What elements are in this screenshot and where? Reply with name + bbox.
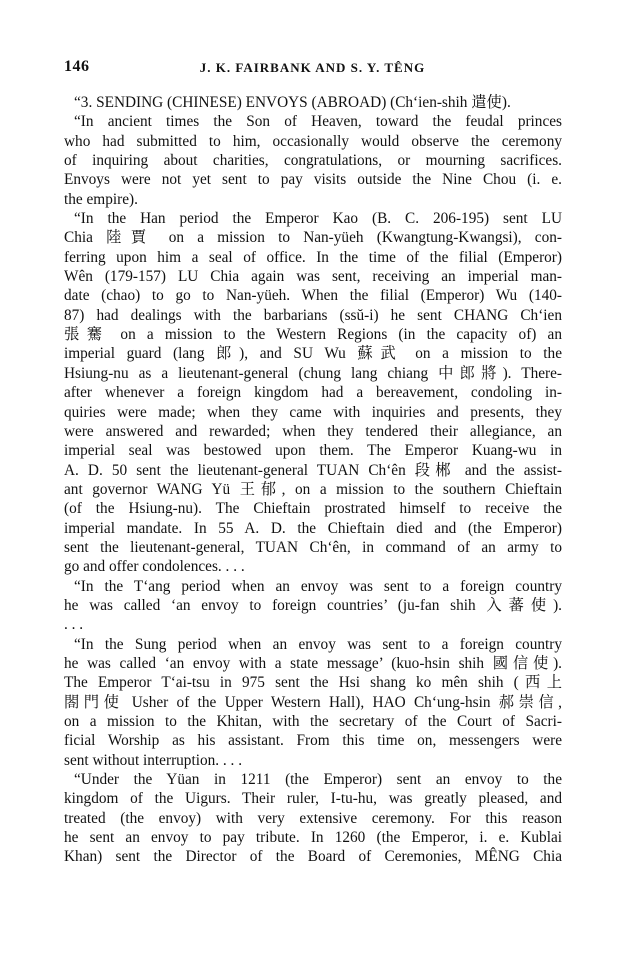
page-header	[64, 58, 561, 80]
text-line: A. D. 50 sent the lieutenant-general TUAN Ch‘ên 段郴 and the assist-	[64, 461, 562, 479]
text-line: ferring upon him a seal of office. In the time of the filial (Emperor)	[64, 248, 562, 266]
text-line: ficial Worship as his assistant. From this time on, messengers were	[64, 732, 562, 750]
text-line: he was called ‘an envoy with a state message’ (kuo-hsin shih 國信使).	[64, 654, 562, 672]
paragraph	[64, 770, 562, 867]
paragraph	[64, 112, 562, 209]
text-line: who had submitted to him, occasionally would observe the ceremony	[64, 132, 562, 150]
text-line: The Emperor T‘ai-tsu in 975 sent the Hsi shang ko mên shih (西上	[64, 674, 562, 692]
text-line: were answered and rewarded; when they tendered their allegiance, an	[64, 422, 562, 440]
text-line: Envoys were not yet sent to pay visits outside the Nine Chou (i. e.	[64, 171, 562, 189]
text-line: (of the Hsiung-nu). The Chieftain prostrated himself to receive the	[64, 500, 562, 518]
text-line: Chia 陸賈 on a mission to Nan-yüeh (Kwangtung-Kwangsi), con-	[64, 229, 562, 247]
text-line: he was called ‘an envoy to foreign countries’ (ju-fan shih 入蕃使).	[64, 596, 562, 614]
text-line: “In ancient times the Son of Heaven, toward the feudal princes	[74, 113, 562, 131]
text-line: 張騫 on a mission to the Western Regions (in the capacity of) an	[64, 326, 562, 344]
text-line: he sent an envoy to pay tribute. In 1260 (the Emperor, i. e. Kublai	[64, 829, 562, 847]
running-head: J. K. FAIRBANK AND S. Y. TÊNG	[199, 60, 426, 75]
text-line: “In the T‘ang period when an envoy was sent to a foreign country	[74, 577, 562, 595]
text-line: the empire).	[64, 190, 138, 208]
text-line: . . .	[64, 616, 84, 634]
text-line: Wên (179-157) LU Chia again was sent, receiving an imperial man-	[64, 268, 562, 286]
text-line: Khan) sent the Director of the Board of Ceremonies, MÊNG Chia	[64, 848, 562, 866]
text-line: of inquiring about charities, congratulations, or mourning sacrifices.	[64, 152, 562, 170]
text-line: “In the Sung period when an envoy was sent to a foreign country	[74, 635, 562, 653]
text-line: 閤門使 Usher of the Upper Western Hall), HAO Ch‘ung-hsin 郝崇信,	[64, 693, 562, 711]
body-text	[64, 93, 562, 867]
text-line: treated (the envoy) with very extensive ceremony. For this reason	[64, 809, 562, 827]
text-line: kingdom of the Uigurs. Their ruler, I-tu-hu, was greatly pleased, and	[64, 790, 562, 808]
text-line: “Under the Yüan in 1211 (the Emperor) sent an envoy to the	[74, 771, 562, 789]
text-line: ant governor WANG Yü 王郁, on a mission to the southern Chieftain	[64, 480, 562, 498]
text-line: on a mission to the Khitan, with the secretary of the Court of Sacri-	[64, 713, 562, 730]
text-line: sent without interruption. . . .	[64, 751, 243, 769]
text-line: Hsiung-nu as a lieutenant-general (chung lang chiang 中郎將). There-	[64, 364, 562, 382]
text-line: after whenever a foreign kingdom had a bereavement, condoling in-	[64, 384, 562, 402]
section-heading	[64, 93, 562, 112]
text-line: 87) had dealings with the barbarians (ssŭ-i) he sent CHANG Ch‘ien	[64, 306, 562, 324]
text-line: imperial mandate. In 55 A. D. the Chieftain died and (the Emperor)	[64, 519, 562, 537]
text-line: imperial seal was bestowed upon them. The Emperor Kuang-wu in	[64, 442, 562, 460]
text-line: “3. SENDING (CHINESE) ENVOYS (ABROAD) (Ch‘ien-shih 遣使).	[74, 94, 511, 111]
text-line: go and offer condolences. . . .	[64, 558, 245, 576]
text-line: date (chao) to go to Nan-yüeh. When the filial (Emperor) Wu (140-	[64, 287, 562, 305]
paragraph	[64, 209, 562, 577]
paragraph	[64, 577, 562, 635]
text-line: imperial guard (lang 郎), and SU Wu 蘇武 on a mission to the	[64, 345, 562, 363]
paragraph	[64, 635, 562, 770]
text-line: quiries were made; when they came with inquiries and presents, they	[64, 403, 562, 421]
text-line: sent the lieutenant-general, TUAN Ch‘ên, in command of an army to	[64, 538, 562, 556]
text-line: “In the Han period the Emperor Kao (B. C. 206-195) sent LU	[74, 210, 562, 228]
page-number: 146	[64, 58, 90, 75]
